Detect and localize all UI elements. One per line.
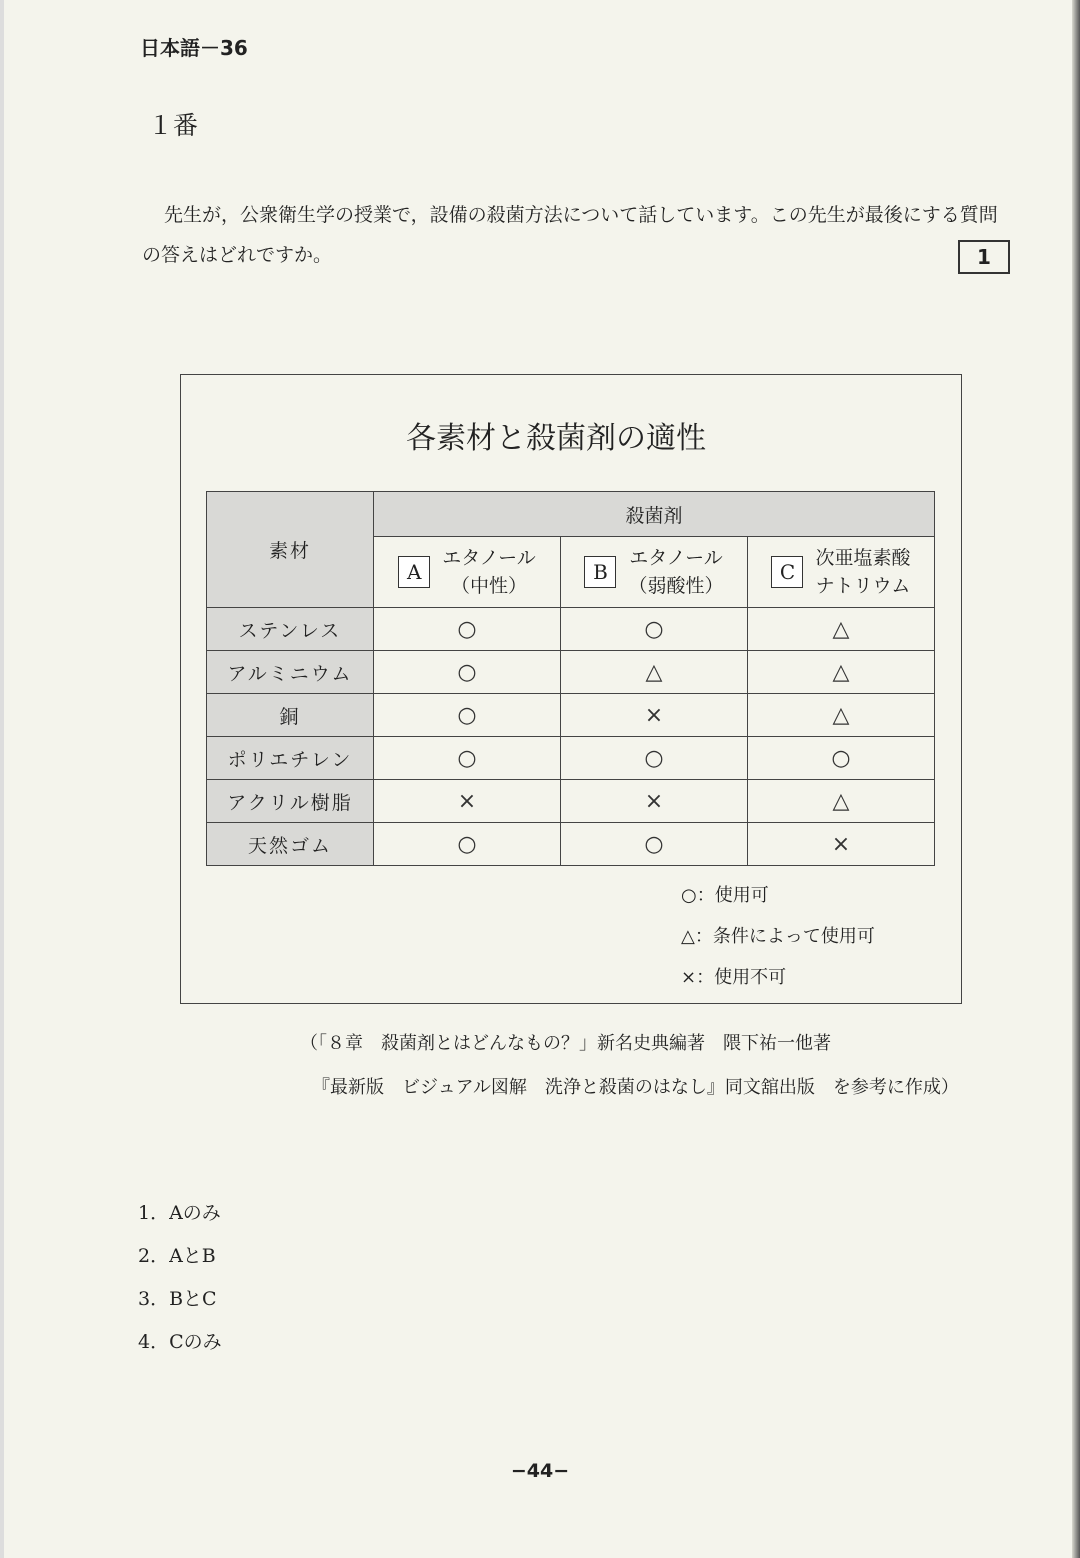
question-number: １番 [148,111,199,140]
suitability-mark: ○ [374,737,561,780]
material-cell: アクリル樹脂 [207,780,374,823]
suitability-mark: × [748,823,935,866]
page-number: −44− [510,1460,570,1482]
choice-1[interactable]: 1．Aのみ [138,1202,221,1224]
suitability-mark: ○ [561,823,748,866]
suitability-table [206,491,935,866]
suitability-mark: △ [748,608,935,651]
suitability-mark: ○ [374,608,561,651]
agent-header: 殺菌剤 [374,492,935,537]
choice-3[interactable]: 3．BとC [138,1288,217,1310]
legend-item: ×：使用不可 [681,967,787,988]
page-binding-edge [1072,0,1080,1558]
agent-name-line1: 次亜塩素酸 [815,547,911,569]
question-intro: 先生が，公衆衛生学の授業で，設備の殺菌方法について話しています。この先生が最後にする質問の答えはどれですか。 [142,204,998,266]
agent-name-line2: （中性） [450,575,527,597]
suitability-mark: △ [748,694,935,737]
source-line: （「８章 殺菌剤とはどんなもの？」新名史典編著 隈下祐一他著 [300,1033,831,1054]
suitability-mark: △ [561,651,748,694]
agent-column-header [374,537,561,608]
source-citation [300,1022,959,1110]
figure-title: 各素材と殺菌剤の適性 [406,421,706,456]
material-cell: アルミニウム [207,651,374,694]
suitability-mark: ○ [374,823,561,866]
agent-name-line2: ナトリウム [815,575,911,597]
agent-column-header [561,537,748,608]
agent-letter: A [398,556,430,588]
suitability-mark: ○ [748,737,935,780]
material-cell: ポリエチレン [207,737,374,780]
material-cell: ステンレス [207,608,374,651]
suitability-mark: ○ [374,651,561,694]
choice-4[interactable]: 4．Cのみ [138,1331,222,1353]
suitability-mark: ○ [374,694,561,737]
legend-item: ○：使用可 [681,885,769,906]
table-row [207,608,935,651]
agent-letter: C [771,556,803,588]
legend-item: △：条件によって使用可 [681,926,875,947]
figure-box [180,374,962,1004]
agent-name-line1: エタノール [629,547,723,569]
table-row [207,823,935,866]
legend [681,875,875,998]
page-header: 日本語－36 [140,36,248,60]
answer-number-box: 1 [958,240,1010,274]
choice-2[interactable]: 2．AとB [138,1245,216,1267]
source-line: 『最新版 ビジュアル図解 洗浄と殺菌のはなし』同文舘出版 を参考に作成） [312,1077,959,1098]
agent-letter: B [584,556,616,588]
material-header: 素材 [207,492,374,608]
table-row [207,737,935,780]
material-cell: 天然ゴム [207,823,374,866]
suitability-mark: × [561,780,748,823]
suitability-mark: △ [748,651,935,694]
agent-column-header [748,537,935,608]
material-cell: 銅 [207,694,374,737]
table-row [207,651,935,694]
suitability-mark: × [561,694,748,737]
agent-name-line1: エタノール [442,547,536,569]
page-edge-left [0,0,4,1558]
agent-name-line2: （弱酸性） [628,575,724,597]
table-row [207,694,935,737]
answer-choices [138,1192,222,1364]
suitability-mark: △ [748,780,935,823]
suitability-mark: ○ [561,608,748,651]
suitability-mark: × [374,780,561,823]
suitability-mark: ○ [561,737,748,780]
table-row [207,780,935,823]
